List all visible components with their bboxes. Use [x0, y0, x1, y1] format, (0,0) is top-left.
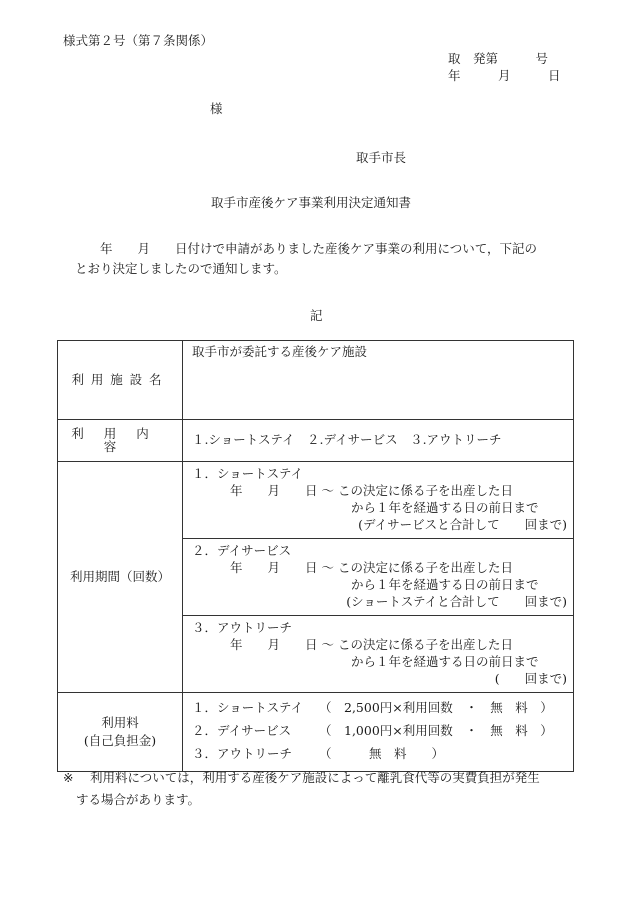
fee-item-value: （ 無 料 ） [319, 746, 445, 761]
facility-label: 利用施設名 [71, 371, 169, 387]
day-service-until: から１年を経過する日の前日まで [351, 577, 539, 592]
day-service-dates: 年 月 日 〜 この決定に係る子を出産した日 [230, 560, 513, 575]
fee-item-name: １．ショートステイ [192, 700, 304, 715]
facility-value-cell [183, 341, 574, 420]
outreach-note: ( 回まで) [494, 671, 567, 686]
short-stay-note: (デイサービスと合計して 回まで) [358, 517, 567, 532]
footnote-mark: ※ [63, 770, 74, 785]
period-label: 利用期間（回数） [69, 568, 170, 584]
content-row [58, 420, 574, 462]
short-stay-title: １．ショートステイ [192, 466, 304, 481]
content-label: 利用内容 [71, 426, 169, 454]
fee-item-value: （ 1,000円×利用回数 ・ 無 料 ） [319, 723, 553, 738]
content-value: １.ショートステイ ２.デイサービス ３.アウトリーチ [192, 432, 502, 448]
sender: 取手市長 [356, 150, 407, 165]
outreach-dates: 年 月 日 〜 この決定に係る子を出産した日 [230, 637, 513, 652]
document-number: 取 発第 号 [448, 51, 549, 66]
fee-item-name: ２．デイサービス [192, 723, 292, 738]
document-date: 年 月 日 [448, 68, 561, 83]
day-service-title: ２．デイサービス [192, 543, 292, 558]
fee-label: 利用料 [101, 715, 139, 730]
facility-value: 取手市が委託する産後ケア施設 [192, 344, 368, 359]
body-line-2: とおり決定しましたので通知します。 [75, 261, 287, 276]
facility-label-cell [58, 341, 183, 420]
body-line-1: 年 月 日付けで申請がありました産後ケア事業の利用について，下記の [100, 241, 538, 256]
addressee: 様 [210, 101, 223, 116]
outreach-title: ３．アウトリーチ [192, 620, 293, 635]
fee-label-cell [58, 693, 183, 772]
facility-row [58, 341, 574, 420]
period-day-service-cell [183, 539, 574, 616]
details-table [57, 340, 574, 772]
fee-item-value: （ 2,500円×利用回数 ・ 無 料 ） [319, 700, 553, 715]
period-outreach-cell [183, 616, 574, 693]
document-title: 取手市産後ケア事業利用決定通知書 [211, 195, 412, 210]
form-label: 様式第２号（第７条関係） [63, 33, 214, 48]
fee-values-cell [183, 693, 574, 772]
fee-item-name: ３．アウトリーチ [192, 746, 293, 761]
fee-label-sub: (自己負担金) [83, 732, 157, 748]
period-label-cell [58, 462, 183, 693]
content-label-cell [58, 420, 183, 462]
ki-heading: 記 [310, 308, 323, 323]
short-stay-dates: 年 月 日 〜 この決定に係る子を出産した日 [230, 483, 513, 498]
day-service-note: (ショートステイと合計して 回まで) [346, 594, 567, 609]
fee-row [58, 693, 574, 772]
content-value-cell [183, 420, 574, 462]
period-short-stay-cell [183, 462, 574, 539]
outreach-until: から１年を経過する日の前日まで [351, 654, 539, 669]
short-stay-until: から１年を経過する日の前日まで [351, 500, 539, 515]
period-row-short-stay [58, 462, 574, 539]
footnote-line-2: する場合があります。 [76, 792, 201, 807]
footnote-line-1: 利用料については，利用する産後ケア施設によって離乳食代等の実費負担が発生 [90, 770, 540, 785]
